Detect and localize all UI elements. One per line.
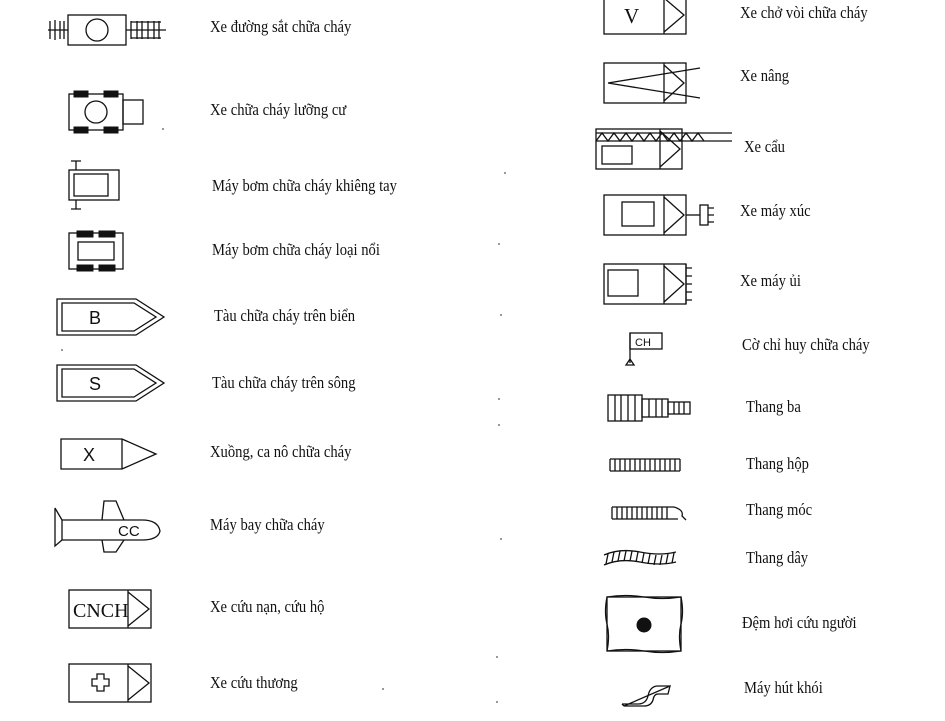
scan-speck	[496, 656, 498, 658]
hose-truck-code: V	[624, 4, 640, 28]
label-bulldozer: Xe máy ủi	[740, 271, 801, 290]
label-ambulance: Xe cứu thương	[210, 673, 298, 692]
scan-speck	[382, 688, 384, 690]
bulldozer-icon	[600, 260, 702, 310]
label-floating-fire-pump: Máy bơm chữa cháy loại nổi	[212, 240, 380, 259]
label-box-ladder: Thang hộp	[746, 454, 809, 473]
label-sea-fireboat: Tàu chữa cháy trên biển	[214, 306, 356, 325]
label-rope-ladder: Thang dây	[746, 548, 809, 567]
scan-speck	[498, 424, 500, 426]
rescue-vehicle-icon	[66, 586, 156, 632]
label-river-fireboat: Tàu chữa cháy trên sông	[212, 373, 356, 392]
label-hook-ladder: Thang móc	[746, 500, 813, 519]
triple-ladder-icon	[604, 392, 696, 424]
label-forklift: Xe nâng	[740, 66, 790, 85]
label-portable-fire-pump: Máy bơm chữa cháy khiêng tay	[212, 176, 397, 195]
amphibious-fire-truck-icon	[66, 88, 148, 136]
river-fireboat-code: S	[89, 374, 102, 394]
scan-speck	[504, 172, 506, 174]
portable-fire-pump-icon	[66, 158, 126, 214]
label-hose-truck: Xe chở vòi chữa cháy	[740, 3, 868, 22]
fire-aircraft-code: CC	[118, 523, 140, 540]
hose-truck-icon	[600, 0, 692, 38]
scan-speck	[500, 538, 502, 540]
scan-speck	[498, 243, 500, 245]
label-command-flag: Cờ chỉ huy chữa cháy	[742, 335, 870, 354]
label-excavator: Xe máy xúc	[740, 201, 811, 220]
fire-canoe-code: X	[83, 445, 96, 465]
box-ladder-icon	[606, 454, 686, 476]
scan-speck	[61, 349, 63, 351]
river-fireboat-icon	[54, 362, 168, 404]
sea-fireboat-code: B	[89, 308, 102, 328]
label-rescue-vehicle: Xe cứu nạn, cứu hộ	[210, 597, 325, 616]
command-flag-code: CH	[635, 337, 651, 349]
scan-speck	[162, 128, 164, 130]
rescue-air-cushion-icon	[602, 592, 688, 656]
label-fire-canoe: Xuồng, ca nô chữa cháy	[210, 442, 352, 461]
fire-canoe-icon	[58, 436, 162, 472]
crane-truck-icon	[592, 124, 738, 174]
excavator-icon	[600, 190, 722, 240]
label-triple-ladder: Thang ba	[746, 397, 801, 416]
forklift-icon	[600, 58, 706, 108]
railway-fire-truck-icon	[40, 10, 170, 50]
command-flag-icon	[622, 330, 670, 370]
label-fire-aircraft: Máy bay chữa cháy	[210, 515, 325, 534]
rope-ladder-icon	[600, 546, 682, 572]
scan-speck	[496, 701, 498, 703]
hook-ladder-icon	[606, 502, 692, 524]
label-railway-fire-truck: Xe đường sắt chữa cháy	[210, 17, 352, 36]
scan-speck	[500, 314, 502, 316]
scan-speck	[498, 398, 500, 400]
label-smoke-extractor: Máy hút khói	[744, 678, 823, 697]
ambulance-icon	[66, 660, 156, 706]
label-amphibious-fire-truck: Xe chữa cháy lưỡng cư	[210, 100, 347, 119]
label-rescue-air-cushion: Đệm hơi cứu người	[742, 613, 857, 632]
floating-fire-pump-icon	[66, 228, 128, 276]
label-crane-truck: Xe cẩu	[744, 137, 785, 156]
rescue-vehicle-code: CNCH	[73, 600, 129, 622]
sea-fireboat-icon	[54, 296, 168, 338]
smoke-extractor-icon	[618, 676, 676, 710]
fire-aircraft-icon	[52, 498, 164, 554]
